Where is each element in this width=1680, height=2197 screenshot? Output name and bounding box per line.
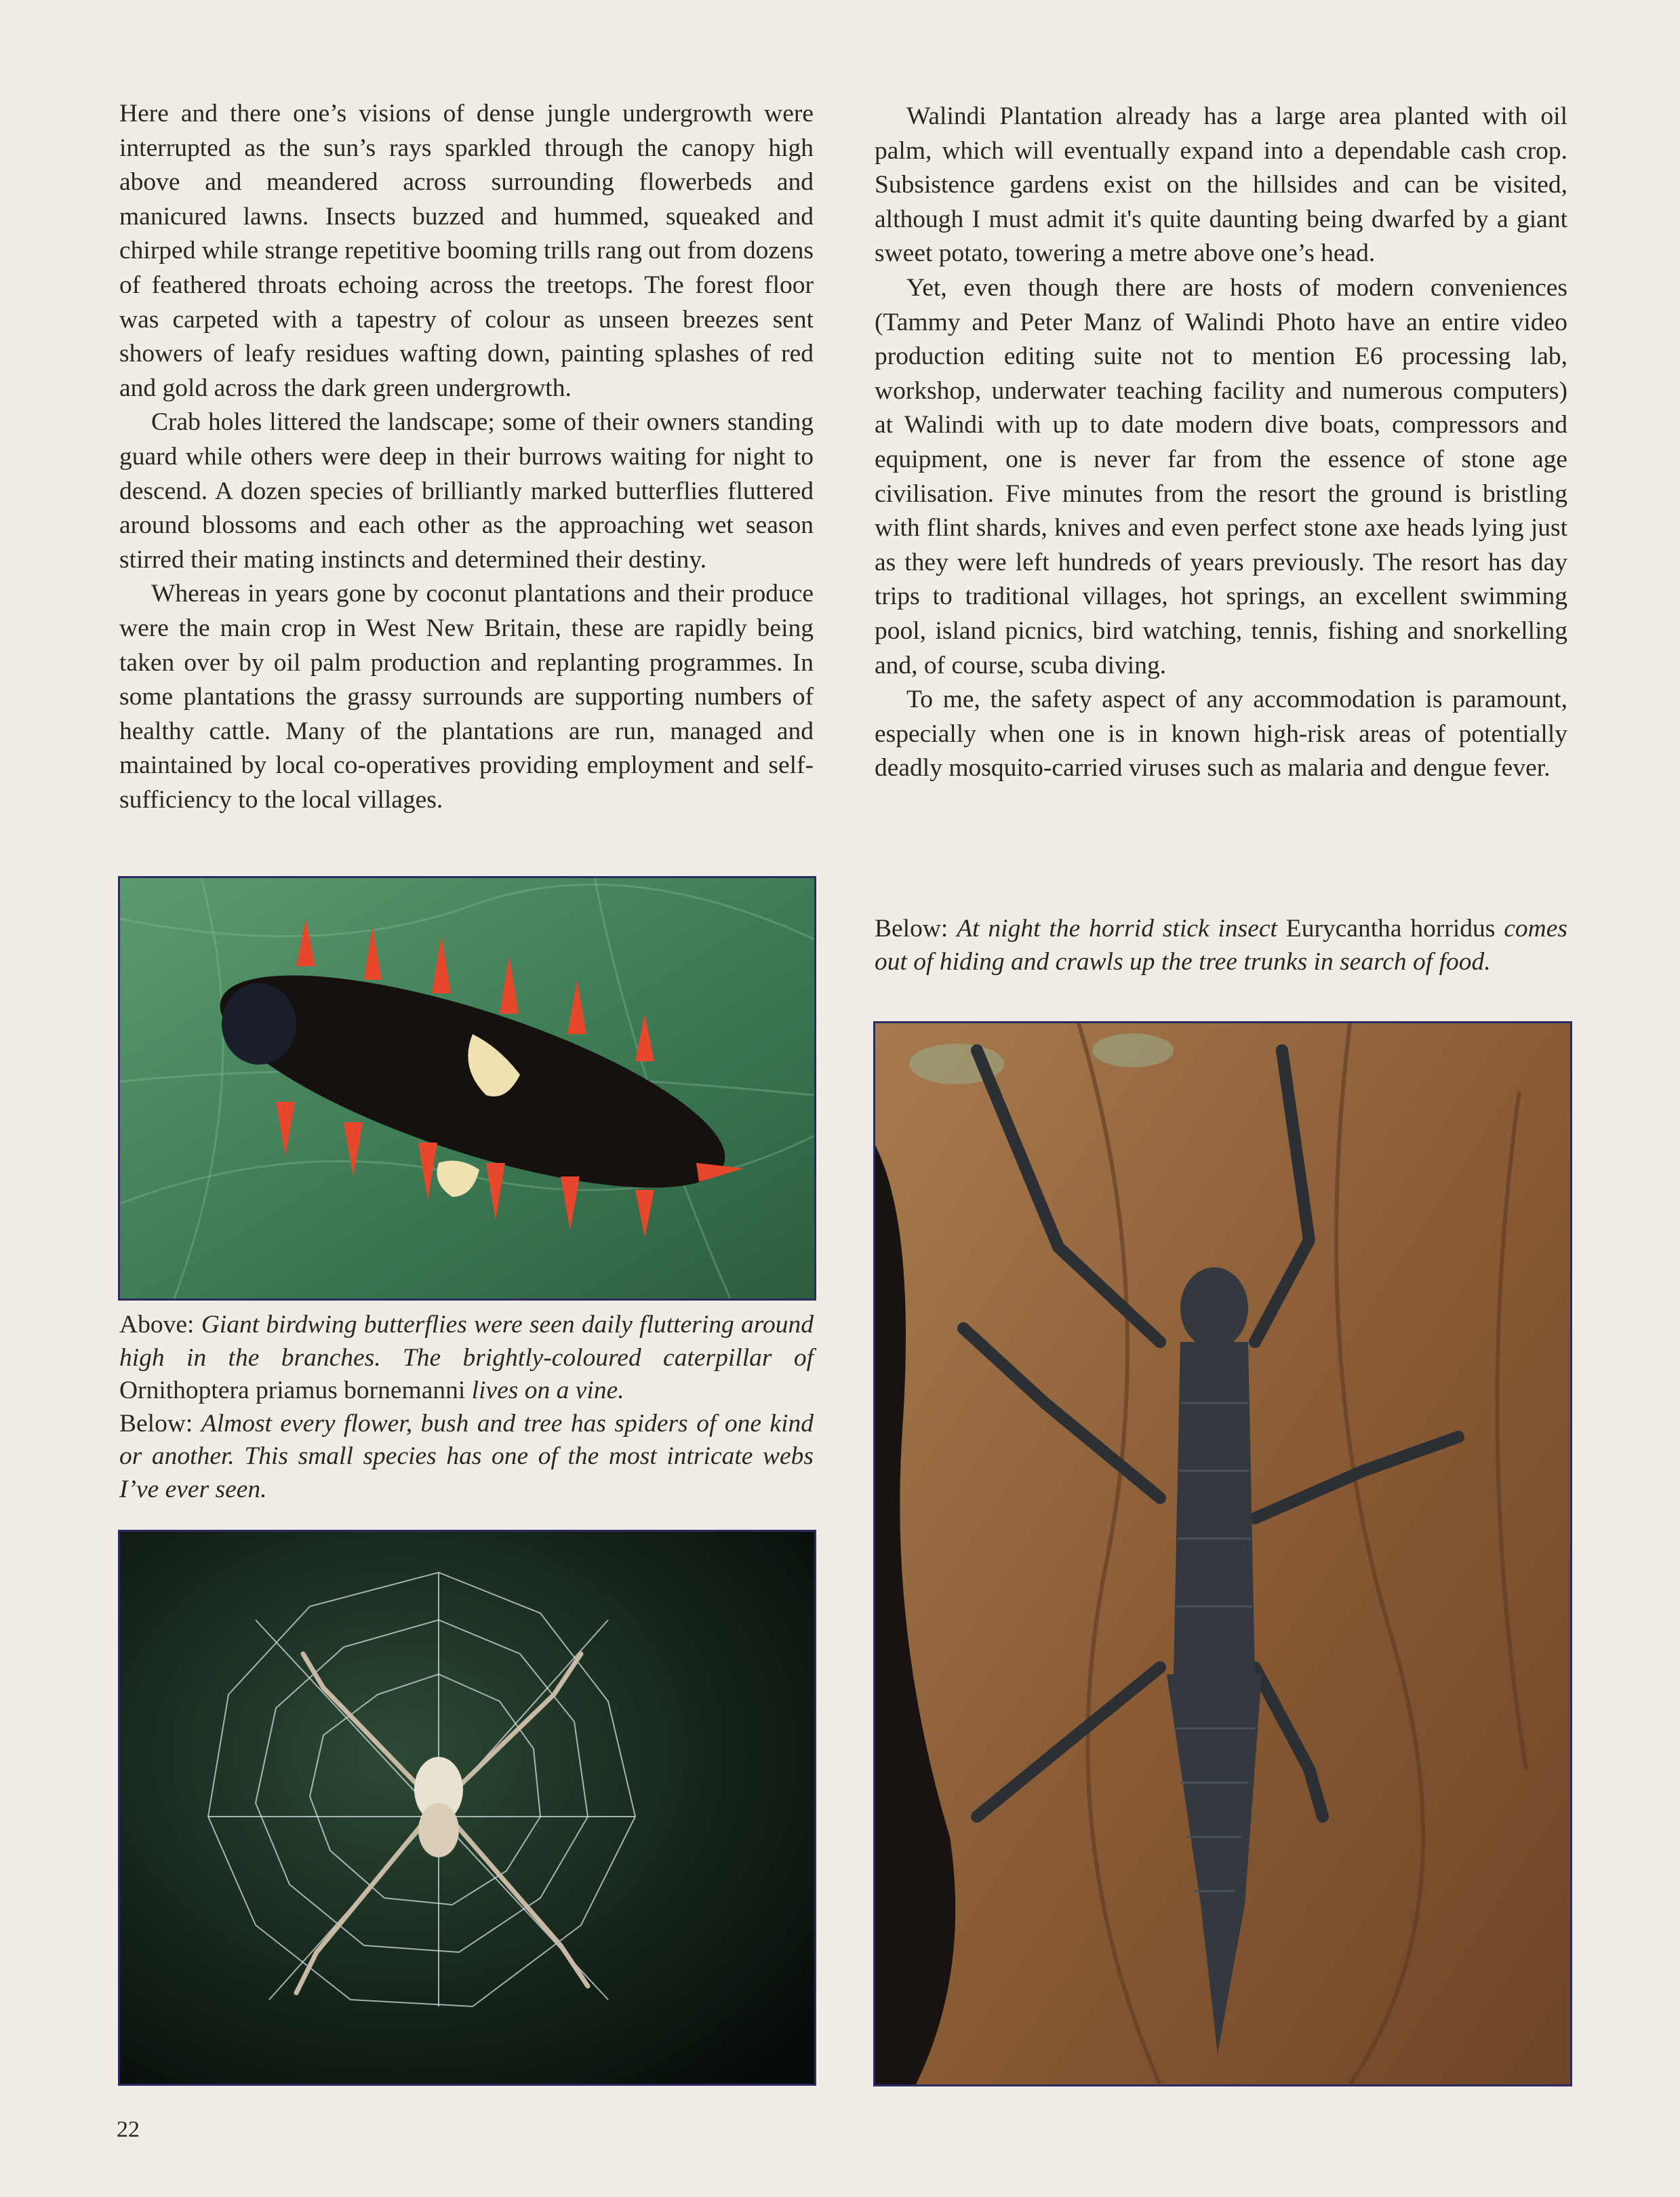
right-paragraph-2: Yet, even though there are hosts of modern conveniences (Tammy and Peter Manz of Walindi Photo have an entire video production editing suite not to mention E6 processing lab, workshop, underwater teaching facility and numerous computers) at Walindi with up to date modern dive boats, compressors and equipment, one is never far from the essence of stone age civilisation. Five minutes from the resort the ground is bristling with flint shards, knives and even perfect stone axe heads lying just as they were left hundreds of years previously. The resort has day trips to traditional villages, hot springs, an excellent swimming pool, island picnics, bird watching, tennis, fishing and snorkelling and, of course, scuba diving. — [875, 273, 1567, 679]
caption-below-right-text-1: At night the horrid stick insect — [957, 915, 1286, 943]
caption-below-right-lead: Below: — [875, 915, 957, 943]
left-paragraph-3: Whereas in years gone by coconut plantations and their produce were the main crop in West New Britain, these are rapidly being taken over by oil palm production and replanting programmes. In some plantations the grassy surrounds are supporting numbers of healthy cattle. Many of the plantations are run, managed and maintained by local co-operatives providing employment and self-sufficiency to the local villages. — [119, 580, 814, 814]
stick-insect-illustration — [875, 1023, 1570, 2084]
page-number: 22 — [117, 2117, 140, 2142]
caption-below-left — [119, 1408, 814, 1507]
caterpillar-illustration — [120, 878, 814, 1299]
caption-below-right-species: Eurycantha horridus — [1285, 915, 1496, 943]
caption-above-lead: Above: — [119, 1311, 201, 1339]
caption-below-right-text-2: comes out of hiding and crawls up the tree trunks in search of food. — [875, 915, 1568, 976]
caption-below-left-text: Almost every flower, bush and tree has spiders of one kind or another. This small species has one of the most intricate webs I’ve ever seen. — [119, 1409, 814, 1503]
caption-above-text-1: Giant birdwing butterflies were seen daily fluttering around high in the branches. The brightly-coloured caterpillar of — [119, 1311, 814, 1372]
caption-above-text-2: lives on a vine. — [465, 1377, 624, 1404]
caption-below-left-lead: Below: — [119, 1409, 201, 1438]
right-caption — [875, 913, 1567, 978]
left-paragraph-2: Crab holes littered the landscape; some of their owners standing guard while others were deep in their burrows waiting for night to descend. A dozen species of brilliantly marked butterflies fluttered around blossoms and each other as the approaching wet season stirred their mating instincts and determined their destiny. — [119, 408, 814, 574]
stick-insect-photo — [873, 1021, 1572, 2086]
left-paragraph-1: Here and there one’s visions of dense jungle undergrowth were interrupted as the sun’s rays sparkled through the canopy high above and meandered across surrounding flowerbeds and manicured lawns. Insects buzzed and hummed, squeaked and chirped while strange repetitive booming trills rang out from dozens of feathered throats echoing across the treetops. The forest floor was carpeted with a tapestry of colour as unseen breezes sent showers of leafy residues wafting down, painting splashes of red and gold across the dark green undergrowth. — [119, 100, 814, 402]
left-text-column — [119, 97, 814, 817]
right-paragraph-3: To me, the safety aspect of any accommodation is paramount, especially when one is in known high-risk areas of potentially deadly mosquito-carried viruses such as malaria and dengue fever. — [875, 686, 1567, 783]
spider-photo — [118, 1530, 816, 2086]
caption-above-species: Ornithoptera priamus bornemanni — [119, 1377, 466, 1404]
caterpillar-photo — [118, 876, 816, 1301]
left-captions — [119, 1309, 814, 1506]
spider-web-illustration — [120, 1532, 814, 2084]
caption-above — [119, 1309, 814, 1408]
caption-below-right — [875, 913, 1567, 978]
right-paragraph-1: Walindi Plantation already has a large area planted with oil palm, which will eventually expand into a dependable cash crop. Subsistence gardens exist on the hillsides and can be visited, although I must admit it's quite daunting being dwarfed by a giant sweet potato, towering a metre above one’s head. — [875, 102, 1567, 268]
right-text-column — [875, 100, 1567, 786]
